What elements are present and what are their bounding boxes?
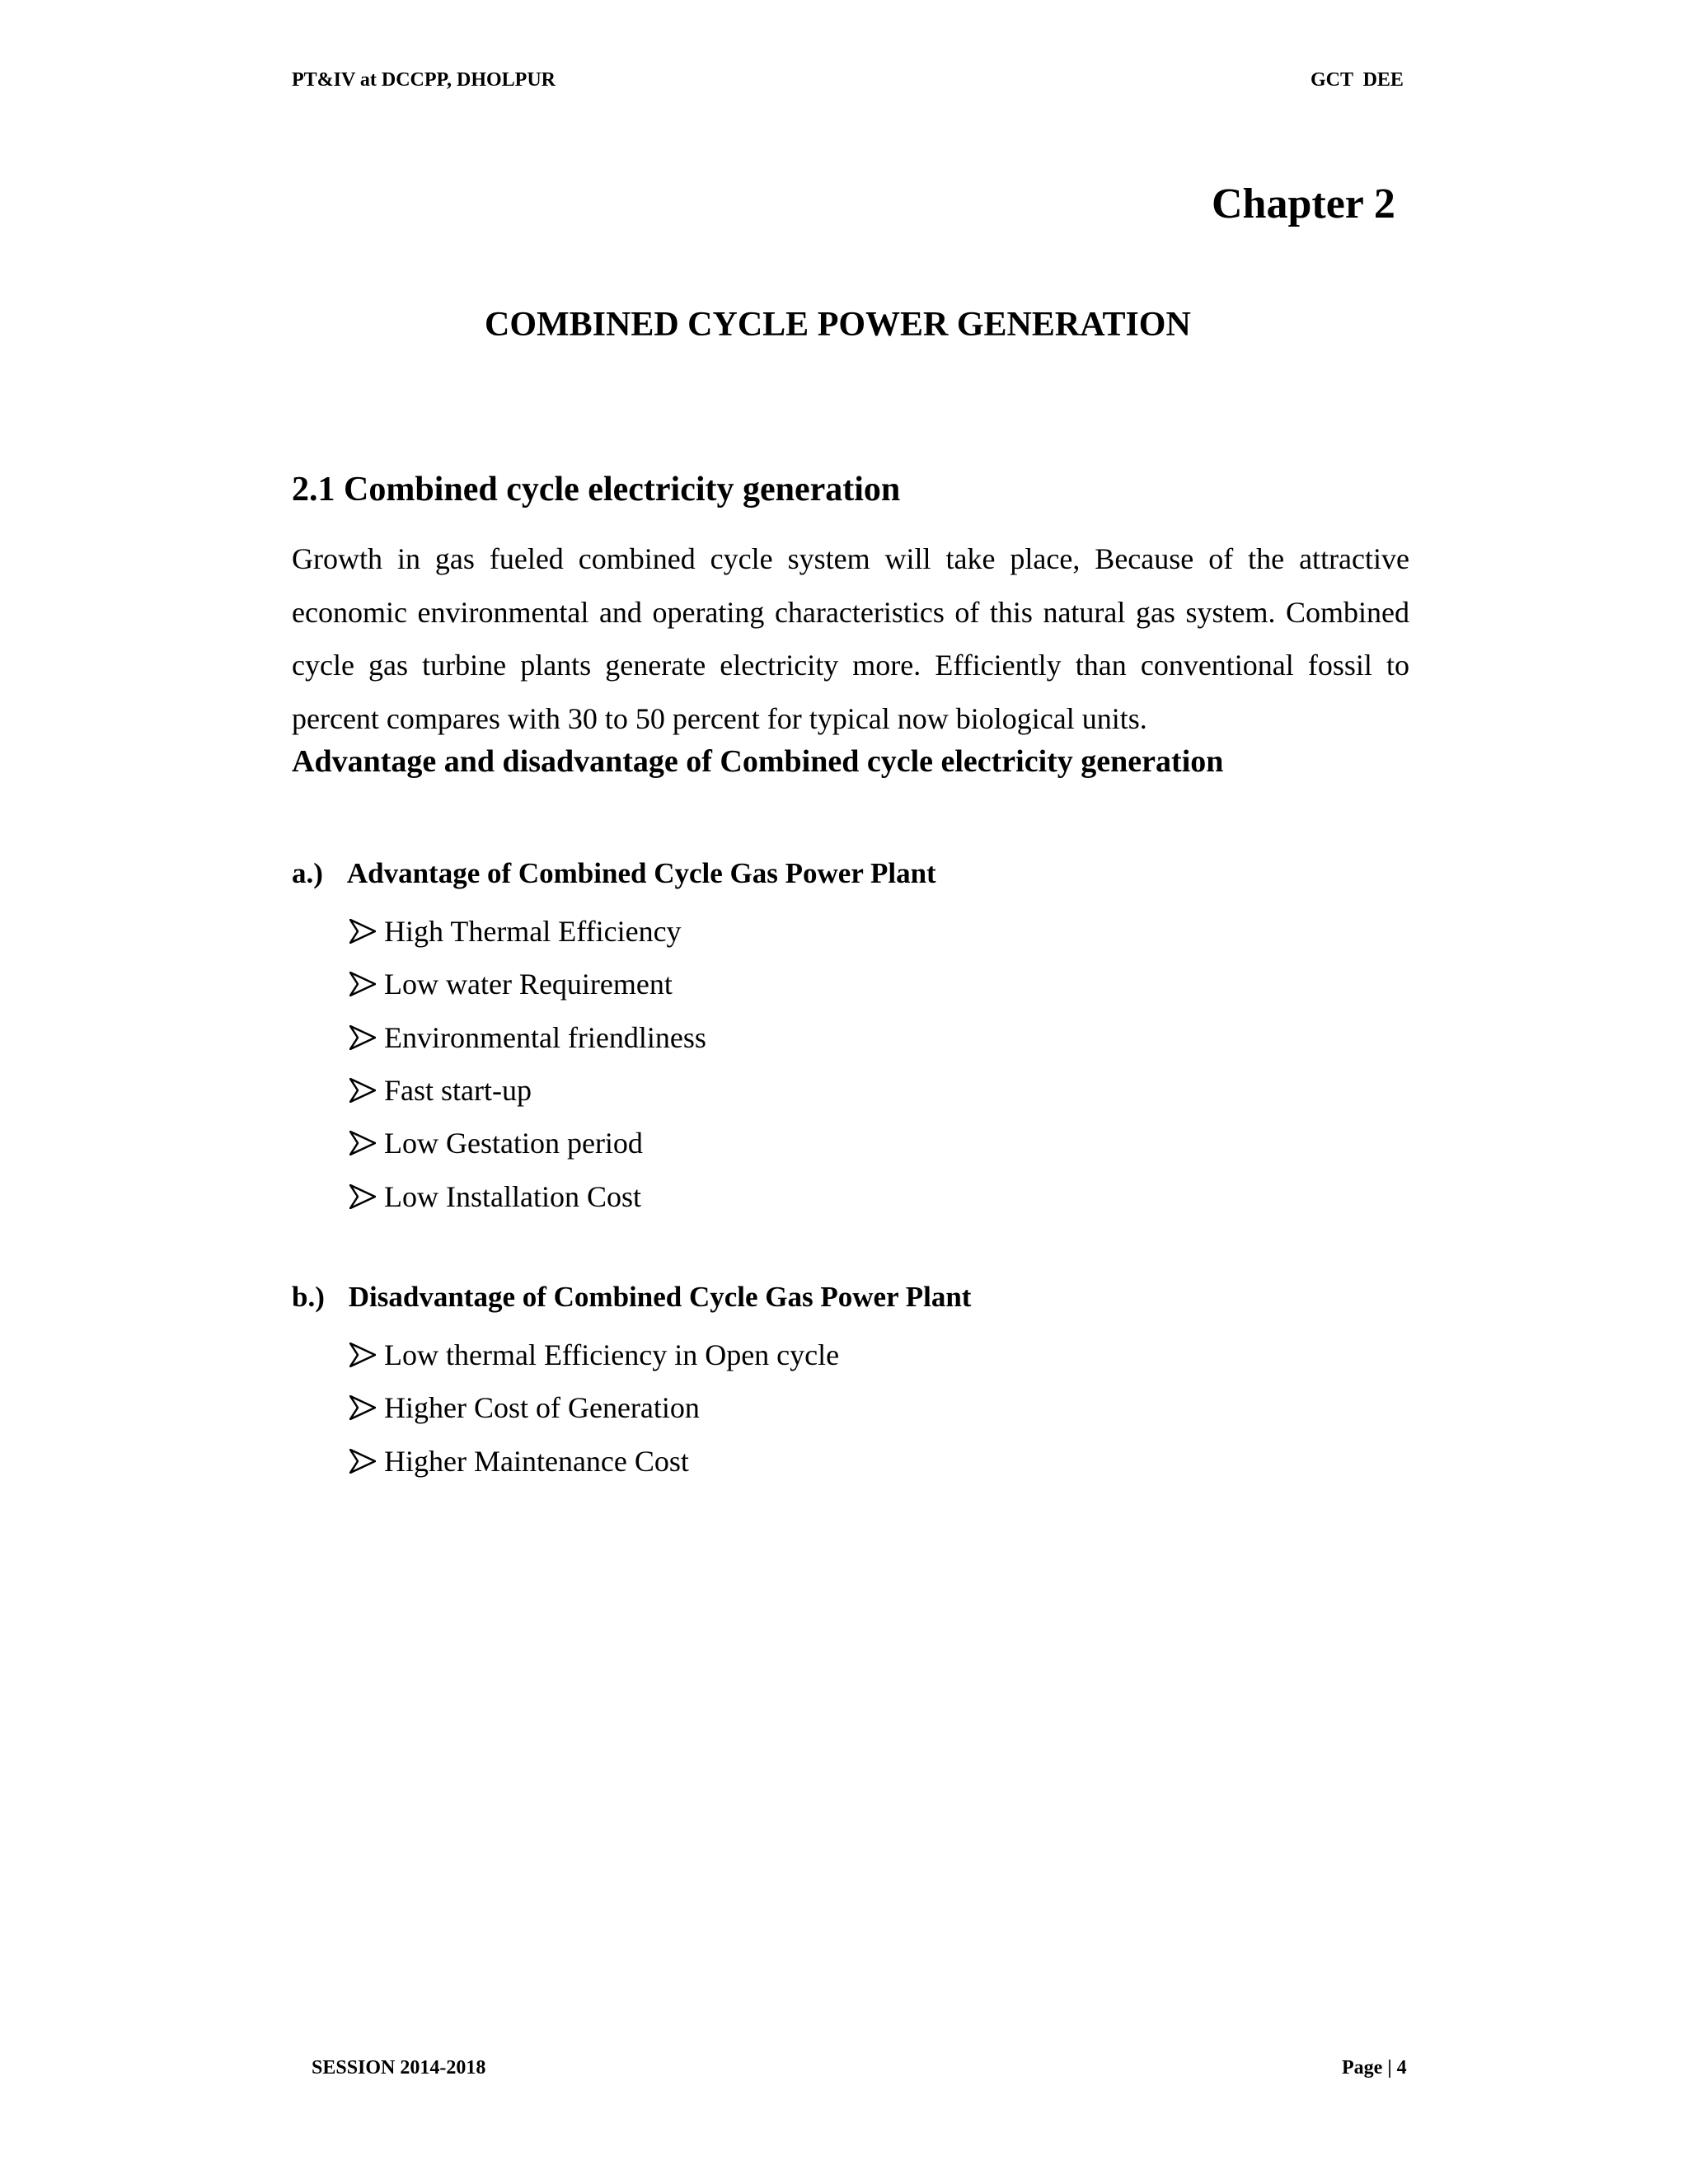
advantages-list	[349, 905, 706, 1223]
list-item	[349, 1169, 706, 1222]
list-item-text: Low Installation Cost	[384, 1179, 641, 1213]
header-left: PT&IV at DCCPP, DHOLPUR	[292, 69, 556, 91]
list-item-text: Higher Cost of Generation	[384, 1391, 700, 1425]
disadvantages-title: Disadvantage of Combined Cycle Gas Power Plant	[348, 1281, 972, 1313]
disadvantages-list	[349, 1329, 839, 1488]
disadvantages-label: b.)	[292, 1281, 325, 1313]
list-item-text: Fast start-up	[384, 1074, 532, 1108]
arrowhead-bullet-icon	[349, 1078, 376, 1103]
advantages-title: Advantage of Combined Cycle Gas Power Plant	[346, 857, 936, 889]
list-item	[349, 958, 706, 1010]
arrowhead-bullet-icon	[349, 1131, 376, 1155]
advantages-heading	[292, 857, 936, 890]
list-item	[349, 1435, 839, 1488]
arrowhead-bullet-icon	[349, 1343, 376, 1367]
arrowhead-bullet-icon	[349, 972, 376, 996]
arrowhead-bullet-icon	[349, 1395, 376, 1420]
advantages-label: a.)	[292, 857, 323, 889]
list-item	[349, 1381, 839, 1434]
arrowhead-bullet-icon	[349, 1184, 376, 1209]
list-item-text: High Thermal Efficiency	[384, 915, 682, 949]
section-heading: 2.1 Combined cycle electricity generation	[292, 471, 901, 509]
list-item-text: Environmental friendliness	[384, 1020, 706, 1054]
list-item-text: Low water Requirement	[384, 968, 673, 1001]
list-item-text: Higher Maintenance Cost	[384, 1444, 689, 1478]
footer-session: SESSION 2014-2018	[312, 2057, 486, 2079]
arrowhead-bullet-icon	[349, 1449, 376, 1474]
body-paragraph: Growth in gas fueled combined cycle system will take place, Because of the attractive economic environmental and operating characteristics of this natural gas system. Combined cycle gas turbine plants generate electricity more. Efficiently than conventional fossil to percent compares with 30 to 50 percent for typical now biological units.	[292, 542, 1409, 735]
list-item	[349, 1117, 706, 1169]
disadvantages-heading	[292, 1281, 971, 1314]
list-item	[349, 1011, 706, 1064]
document-title: COMBINED CYCLE POWER GENERATION	[485, 306, 1191, 344]
list-item	[349, 905, 706, 958]
chapter-label: Chapter 2	[1212, 180, 1395, 227]
section-subheading: Advantage and disadvantage of Combined cycle electricity generation	[292, 744, 1224, 779]
arrowhead-bullet-icon	[349, 919, 376, 944]
list-item-text: Low Gestation period	[384, 1127, 643, 1160]
footer-page-number: Page | 4	[1342, 2057, 1407, 2079]
header-right: GCT DEE	[1311, 69, 1404, 91]
list-item	[349, 1329, 839, 1381]
list-item	[349, 1064, 706, 1117]
list-item-text: Low thermal Efficiency in Open cycle	[384, 1338, 840, 1372]
arrowhead-bullet-icon	[349, 1025, 376, 1050]
